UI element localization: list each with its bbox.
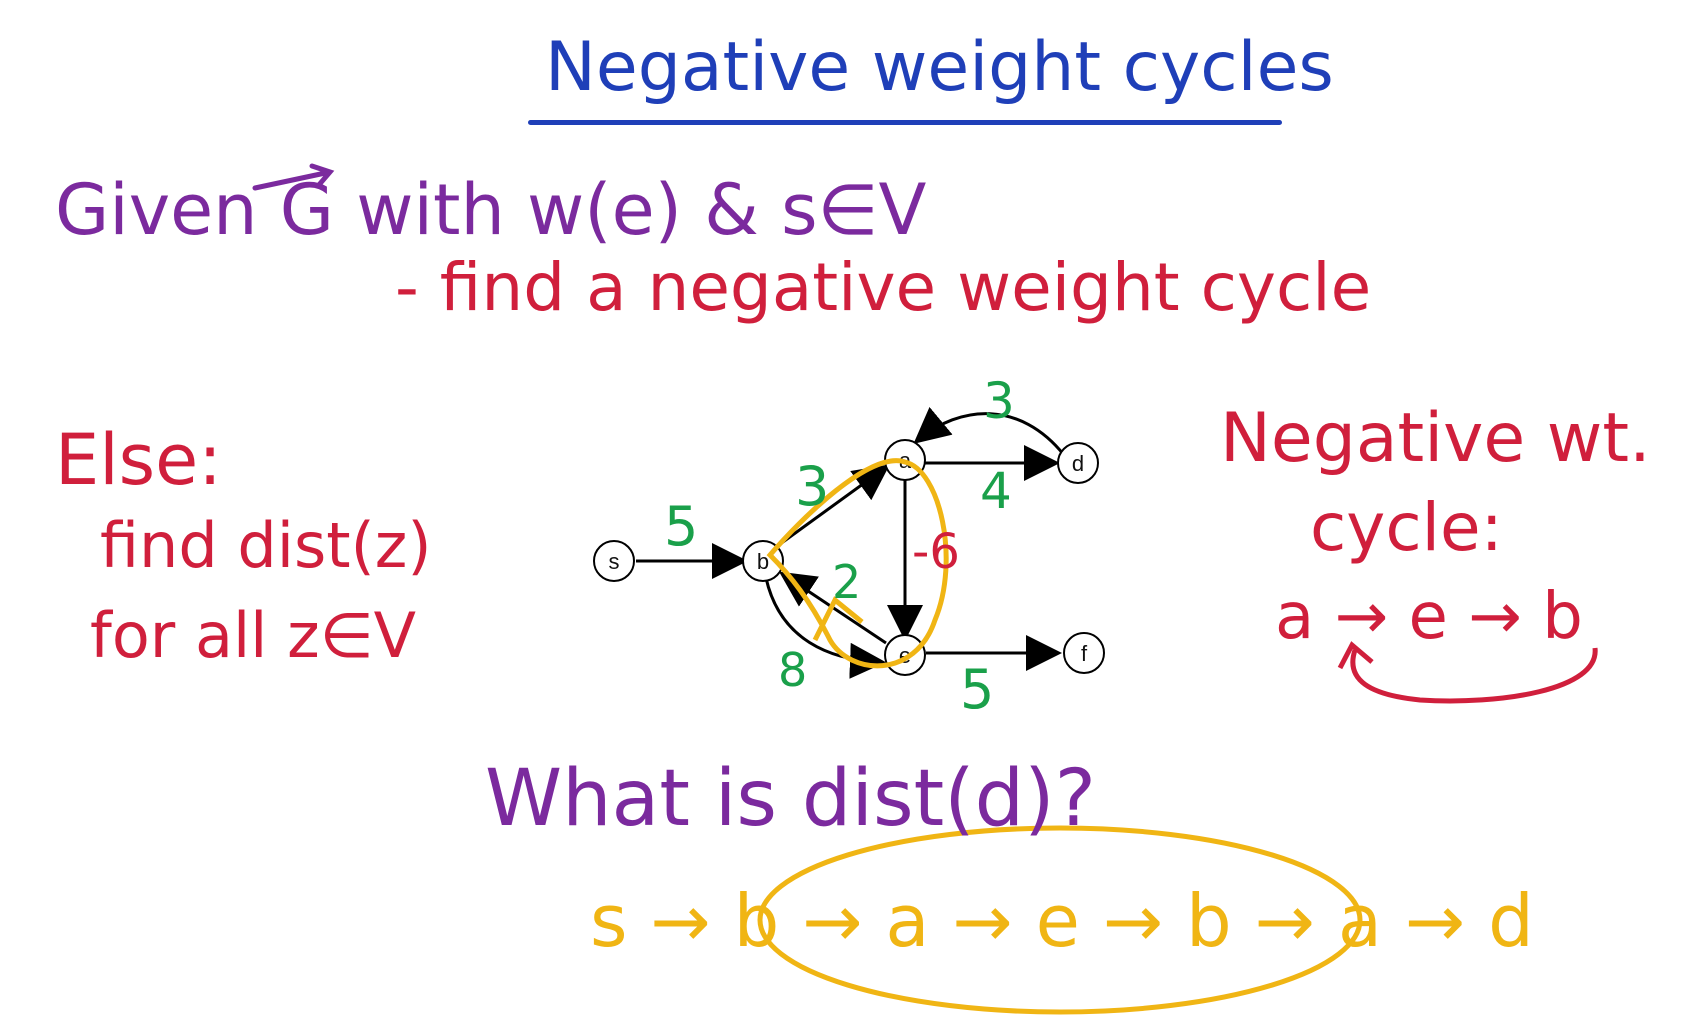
edge-b-a xyxy=(776,468,885,547)
weight-d-a: 3 xyxy=(983,372,1015,430)
question: What is dist(d)? xyxy=(485,754,1097,844)
weight-a-e: -6 xyxy=(912,524,960,580)
else-find-dist: find dist(z) xyxy=(100,509,432,582)
svg-text:b: b xyxy=(756,549,770,574)
weight-a-d: 4 xyxy=(980,462,1012,520)
node-e xyxy=(885,635,925,675)
neg-cycle-label: cycle: xyxy=(1310,489,1503,566)
svg-text:s: s xyxy=(608,549,620,574)
node-s xyxy=(594,541,634,581)
else-heading: Else: xyxy=(55,419,222,501)
find-neg-cycle-line: - find a negative weight cycle xyxy=(395,249,1372,326)
else-for-all: for all z∈V xyxy=(90,599,417,672)
svg-text:a: a xyxy=(898,448,912,473)
svg-text:f: f xyxy=(1080,641,1088,666)
weight-s-b: 5 xyxy=(664,495,699,558)
page-title: Negative weight cycles xyxy=(545,28,1334,107)
answer-path: s → b → a → e → b → a → d xyxy=(590,879,1534,963)
svg-text:e: e xyxy=(898,643,912,668)
weight-b-a: 3 xyxy=(795,455,830,518)
weight-e-b: 2 xyxy=(832,555,862,609)
cycle-return-arrow xyxy=(1353,648,1595,701)
given-line: Given G with w(e) & s∈V xyxy=(55,169,927,251)
weight-e-f: 5 xyxy=(960,658,995,721)
node-d xyxy=(1058,443,1098,483)
node-f xyxy=(1064,633,1104,673)
svg-text:d: d xyxy=(1071,451,1085,476)
weight-b-e: 8 xyxy=(778,643,808,697)
neg-cycle-heading: Negative wt. xyxy=(1220,399,1651,478)
neg-cycle-path: a → e → b xyxy=(1275,580,1583,654)
